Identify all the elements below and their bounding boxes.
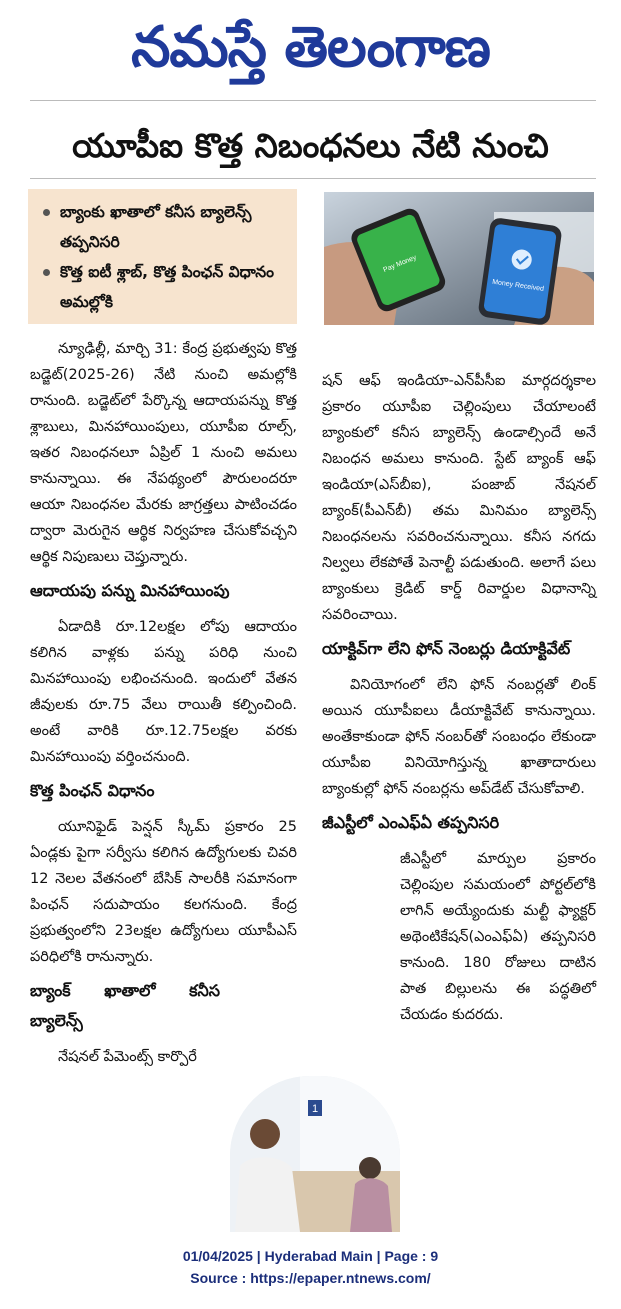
deactivation-paragraph: వినియోగంలో లేని ఫోన్ నంబర్లతో లింక్ అయిన యూపీఐలు డీయాక్టివేట్ కానున్నాయి. అంతేకాకుండా ఫోన్ నంబర్‌తో సంబంధం లేకుండా యూపీఐ వినియోగిస్తున్న ఖాతాదారులు బ్యాంకుల్లో ఫోన్ నంబర్లను అప్‌డేట్ చేసుకోవాలి. bbox=[322, 677, 596, 797]
highlights-box bbox=[28, 189, 297, 324]
counter-number: 1 bbox=[311, 1103, 319, 1115]
newspaper-logo: నమస్తే తెలంగాణ bbox=[131, 15, 490, 80]
masthead-divider bbox=[30, 100, 596, 101]
headline: యూపీఐ కొత్త నిబంధనలు నేటి నుంచి bbox=[72, 126, 549, 165]
section-heading-income-tax: ఆదాయపు పన్ను మినహాయింపు bbox=[30, 581, 230, 600]
section-heading-deactivation: యాక్టివ్‌గా లేని ఫోన్ నెంబర్లు డియాక్టివేట్ bbox=[322, 639, 571, 658]
upi-payment-illustration bbox=[324, 192, 594, 325]
phone-left-text: Pay Money bbox=[382, 254, 418, 274]
masthead bbox=[0, 0, 621, 100]
section-heading-gst-mfa: జీఎస్టీలో ఎంఎఫ్ఏ తప్పనిసరి bbox=[322, 813, 500, 832]
upi-payment-photo bbox=[324, 192, 594, 325]
phone-right-text: Money Received bbox=[491, 278, 545, 293]
bank-counter-photo bbox=[230, 1076, 400, 1232]
highlight-item: కొత్త ఐటీ శ్లాబ్, కొత్త పింఛన్ విధానం అమల్లోకి bbox=[40, 257, 287, 317]
bank-counter-illustration bbox=[230, 1076, 400, 1232]
section-heading-pension: కొత్త పింఛన్ విధానం bbox=[30, 781, 155, 800]
article-intro: న్యూఢిల్లీ, మార్చి 31: కేంద్ర ప్రభుత్వపు కొత్త బడ్జెట్(2025-26) నేటి నుంచి అమల్లోకి రానుంది. బడ్జెట్‌లో పేర్కొన్న ఆదాయపన్ను కొత్త శ్లాబులు, మినహాయింపులు, యూపీఐ రూల్స్, ఇతర నిబంధనలూ ఏప్రిల్ 1 నుంచి అమలు కానున్నాయి. ఈ నేపథ్యంలో పౌరులందరూ ఆయా నిబంధనల మేరకు జాగ్రత్తలు పాటించడం ద్వారా మెరుగైన ఆర్థిక నిర్వహణ చేసుకోవచ్చని ఆర్థిక నిపుణులు చెప్తున్నారు. bbox=[30, 341, 297, 565]
min-balance-paragraph-start: నేషనల్ పేమెంట్స్ కార్పొరే bbox=[58, 1049, 197, 1065]
gst-mfa-paragraph: జీఎస్టీలో మార్పుల ప్రకారం చెల్లింపుల సమయంలో పోర్టల్‌లోకి లాగిన్ అయ్యేందుకు మల్టీ ఫ్యాక్టర్ అథెంటికేషన్(ఎంఎఫ్ఏ) తప్పనిసరి కానుంది. 180 రోజులు దాటిన పాత బిల్లులను ఈ పద్ధతిలో చేయడం కుదరదు. bbox=[400, 851, 596, 1023]
income-tax-paragraph: ఏడాదికి రూ.12లక్షల లోపు ఆదాయం కలిగిన వాళ్లకు పన్ను పరిధి నుంచి మినహాయింపు లభించనుంది. ఇందులో వేతన జీవులకు రూ.75 వేలు రాయితీ కల్పించింది. అంటే వారికి రూ.12.75లక్షల వరకు మినహాయింపు వర్తించనుంది. bbox=[30, 619, 297, 765]
footer-issue-info: 01/04/2025 | Hyderabad Main | Page : 9 bbox=[182, 1248, 439, 1264]
article-right-column bbox=[322, 368, 596, 1028]
headline-divider bbox=[30, 178, 596, 179]
footer-source: Source : https://epaper.ntnews.com/ bbox=[190, 1270, 431, 1286]
section-heading-min-balance: బ్యాంక్ ఖాతాలో కనీస బ్యాలెన్స్ bbox=[30, 981, 220, 1030]
min-balance-paragraph-cont: షన్ ఆఫ్ ఇండియా-ఎన్‌పీసీఐ మార్గదర్శకాల ప్రకారం యూపీఐ చెల్లింపులు చేయాలంటే బ్యాంకులో కనీస బ్యాలెన్స్ ఉండాల్సిందే అనే నిబంధన అమలు కానుంది. స్టేట్ బ్యాంక్ ఆఫ్ ఇండియా(ఎస్‌బీఐ), పంజాబ్ నేషనల్ బ్యాంక్(పీఎన్‌బీ) తమ మినిమం బ్యాలెన్స్ నిబంధనలను సవరించనున్నాయి. కనీస నగదు నిల్వలు లేకపోతే పెనాల్టీ పడుతుంది. అలాగే పలు బ్యాంకులు క్రెడిట్ కార్డ్ రివార్డుల విధానాన్ని సవరించాయి. bbox=[322, 373, 596, 623]
pension-paragraph: యూనిఫైడ్ పెన్షన్ స్కీమ్ ప్రకారం 25 ఏండ్లకు పైగా సర్వీసు కలిగిన ఉద్యోగులకు చివరి 12 నెలల వేతనంలో బేసిక్ సాలరీకి సమానంగా పింఛన్ సదుపాయం కలగనుంది. కేంద్ర ప్రభుత్వంలోని 23లక్షల ఉద్యోగులు యూపీఎస్ పరిధిలోకి రానున్నారు. bbox=[30, 819, 297, 965]
article-left-column bbox=[30, 336, 297, 1070]
highlight-item: బ్యాంకు ఖాతాలో కనీస బ్యాలెన్స్ తప్పనిసరి bbox=[40, 197, 287, 257]
phone-right bbox=[477, 217, 562, 325]
